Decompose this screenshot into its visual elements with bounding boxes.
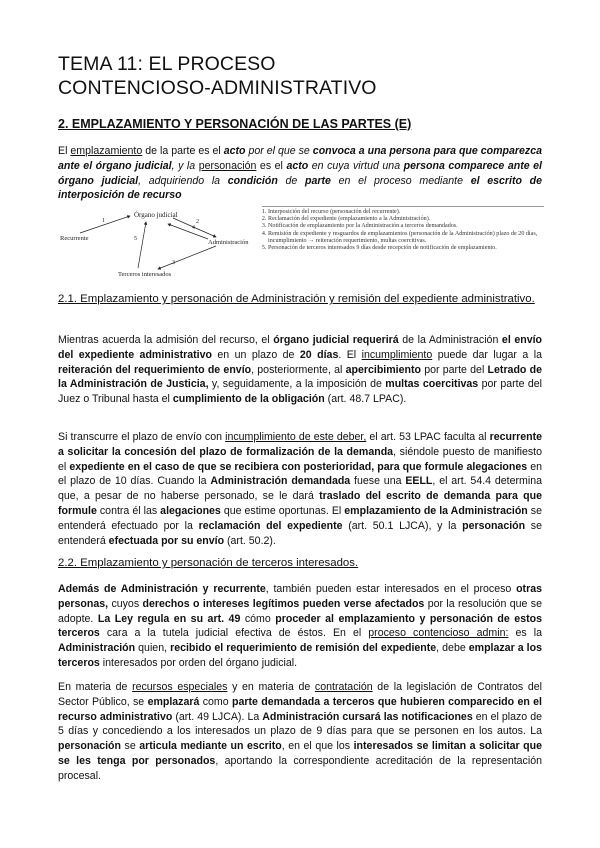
section-2-1-paragraph-1: Mientras acuerda la admisión del recurso, el órgano judicial requerirá de la Administración el envío del expediente administrativo en un plazo de 20 días. El incumplimiento puede dar lugar a la reiteración del requerimiento de envío, posteriormente, al apercibimiento por parte del Letrado de la Administración de Justicia, y, seguidamente, a la imposición de multas coercitivas por parte del Juez o Tribunal hasta el cumplimiento de la obligación (art. 48.7 LPAC). bbox=[58, 334, 543, 406]
diagram-label-2: 2 bbox=[196, 219, 199, 225]
diagram-steps-rule bbox=[262, 206, 544, 207]
section-2-intro-paragraph: El emplazamiento de la parte es el acto por el que se convoca a una persona para que comparezca ante el órgano judicial, y la personación es el acto en cuya virtud una persona comparece ante el órgano judicial, adquiriendo la condición de parte en el proceso mediante el escrito de interposición de recurso bbox=[58, 145, 543, 202]
diagram-label-1: 1 bbox=[102, 218, 105, 224]
diagram-node-administracion: Administración bbox=[208, 239, 249, 246]
section-2-heading: 2. EMPLAZAMIENTO Y PERSONACIÓN DE LAS PARTES (E) bbox=[58, 117, 412, 131]
section-2-1-heading: 2.1. Emplazamiento y personación de Administración y remisión del expediente administrativo. bbox=[58, 293, 535, 305]
diagram-label-5: 5 bbox=[134, 236, 137, 242]
section-2-1-paragraph-2: Si transcurre el plazo de envío con incumplimiento de este deber, el art. 53 LPAC faculta al recurrente a solicitar la concesión del plazo de formalización de la demanda, siéndole puesto de manifiesto el expediente en el caso de que se recibiera con posterioridad, para que formule alegaciones en el plazo de 10 días. Cuando la Administración demandada fuese una EELL, el art. 54.4 determina que, a pesar de no haberse personado, se le dará traslado del escrito de demanda para que formule contra él las alegaciones que estime oportunas. El emplazamiento de la Administración se entenderá efectuado por la reclamación del expediente (art. 50.1 LJCA), y la personación se entenderá efectuada por su envío (art. 50.2). bbox=[58, 431, 543, 547]
section-2-2-paragraph-2: En materia de recursos especiales y en materia de contratación de la legislación de Contratos del Sector Público, se emplazará como parte demandada a terceros que hubieren comparecido en el recurso administrativo (art. 49 LJCA). La Administración cursará las notificaciones en el plazo de 5 días y concediendo a los interesados un plazo de 9 días para que se personen en los autos. La personación se articula mediante un escrito, en el que los interesados se limitan a solicitar que se les tenga por personados, aportando la correspondiente acreditación de la representación procesal. bbox=[58, 681, 543, 782]
diagram-arrow-4 bbox=[168, 224, 208, 239]
page-title-line-2: CONTENCIOSO-ADMINISTRATIVO bbox=[58, 77, 377, 99]
diagram-arrow-5 bbox=[138, 222, 146, 268]
diagram-step: 1. Interposición del recurso (personación del recurrente). bbox=[268, 209, 546, 216]
diagram-node-terceros: Terceros interesados bbox=[118, 271, 172, 278]
page-title-line-1: TEMA 11: EL PROCESO bbox=[58, 53, 276, 75]
page-title bbox=[58, 52, 558, 100]
diagram-step: 5. Personación de terceros interesados 9 días desde recepción de notificación de emplazamiento. bbox=[268, 245, 546, 252]
diagram-label-4: 4 bbox=[192, 225, 195, 231]
diagram-step: 3. Notificación de emplazamiento por la Administración a terceros demandados. bbox=[268, 223, 546, 230]
section-2-2-paragraph-1: Además de Administración y recurrente, también pueden estar interesados en el proceso otras personas, cuyos derechos o intereses legítimos pueden verse afectados por la resolución que se adopte. La Ley regula en su art. 49 cómo proceder al emplazamiento y personación de estos terceros cara a la tutela judicial efectiva de éstos. En el proceso contencioso admin: es la Administración quien, recibido el requerimiento de remisión del expediente, debe emplazar a los terceros interesados por orden del órgano judicial. bbox=[58, 583, 542, 669]
diagram-arrow-3 bbox=[158, 246, 216, 269]
section-2-2-heading: 2.2. Emplazamiento y personación de terceros interesados. bbox=[58, 557, 359, 569]
diagram-step: 2. Reclamación del expediente (emplazamiento a la Administración). bbox=[268, 216, 546, 223]
parties-diagram bbox=[58, 206, 264, 280]
diagram-step: 4. Remisión de expediente y resguardos de emplazamientos (personación de la Administración) plazo de 20 días, incumplimiento → reiteración requerimiento, multas coercitivas. bbox=[268, 231, 546, 245]
diagram-steps-list bbox=[258, 209, 546, 252]
diagram-node-recurrente: Recurrente bbox=[60, 235, 89, 242]
diagram-arrow-1 bbox=[80, 216, 130, 233]
diagram-label-3: 3 bbox=[172, 260, 175, 266]
diagram-node-organo: Órgano judicial bbox=[134, 211, 178, 219]
